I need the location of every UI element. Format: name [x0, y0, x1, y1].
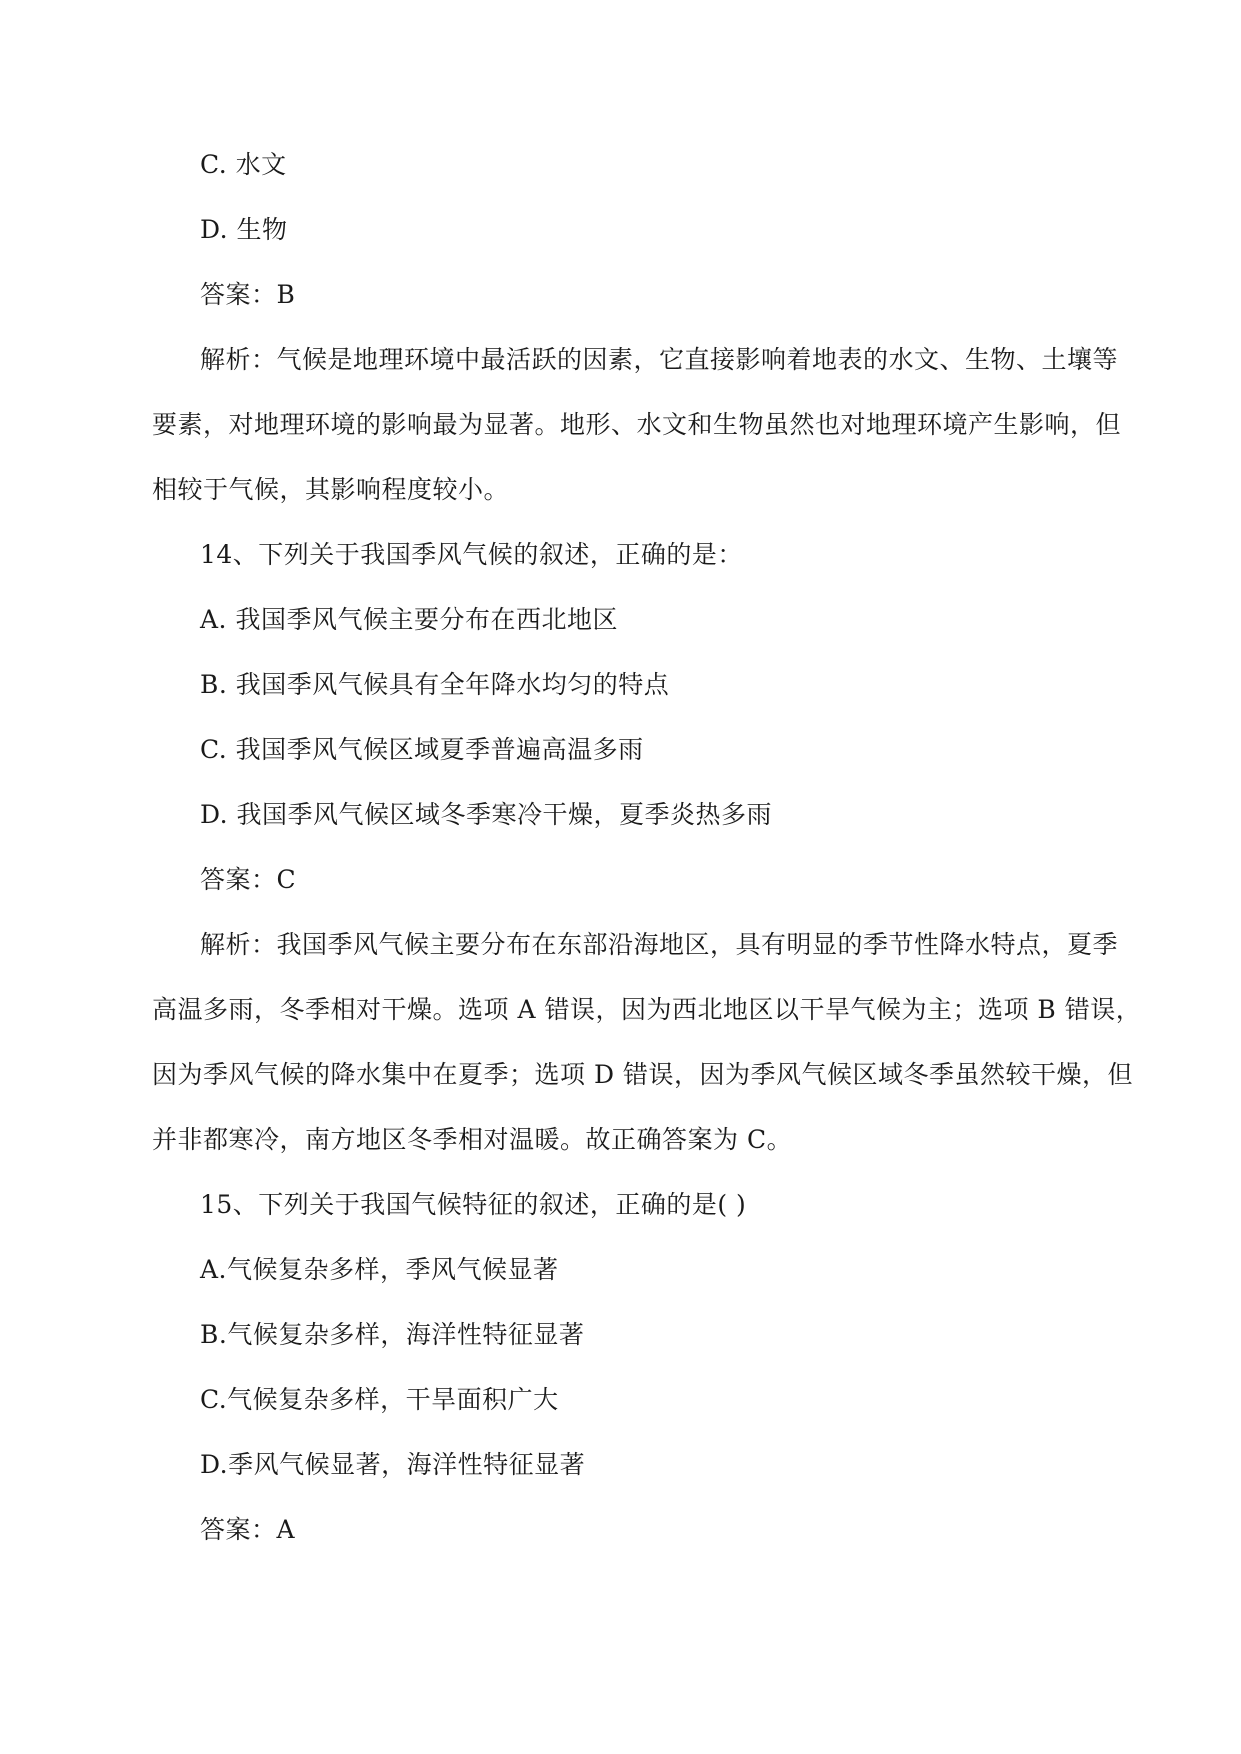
q15-option-b: B.气候复杂多样，海洋性特征显著: [200, 1320, 585, 1349]
q14-option-d: D. 我国季风气候区域冬季寒冷干燥，夏季炎热多雨: [200, 800, 773, 829]
q13-analysis-line: 相较于气候，其影响程度较小。: [152, 475, 510, 504]
q14-analysis-line: 解析：我国季风气候主要分布在东部沿海地区，具有明显的季节性降水特点，夏季: [200, 930, 1119, 959]
q15-answer: 答案：A: [200, 1515, 296, 1544]
q14-answer: 答案：C: [200, 865, 297, 894]
q14-option-c: C. 我国季风气候区域夏季普遍高温多雨: [200, 735, 644, 764]
q14-analysis-line: 因为季风气候的降水集中在夏季；选项 D 错误，因为季风气候区域冬季虽然较干燥，但: [152, 1060, 1133, 1089]
q13-option-c: C. 水文: [200, 150, 287, 179]
q15-stem: 15、下列关于我国气候特征的叙述，正确的是( ): [200, 1190, 747, 1219]
q14-analysis-line: 并非都寒冷，南方地区冬季相对温暖。故正确答案为 C。: [152, 1125, 793, 1154]
q14-analysis-line: 高温多雨，冬季相对干燥。选项 A 错误，因为西北地区以干旱气候为主；选项 B 错误，: [152, 995, 1142, 1024]
q13-option-d: D. 生物: [200, 215, 288, 244]
q14-option-a: A. 我国季风气候主要分布在西北地区: [200, 605, 618, 634]
q15-option-c: C.气候复杂多样，干旱面积广大: [200, 1385, 559, 1414]
q15-option-a: A.气候复杂多样，季风气候显著: [200, 1255, 559, 1284]
q14-stem: 14、下列关于我国季风气候的叙述，正确的是：: [200, 540, 743, 569]
q13-analysis-line: 解析：气候是地理环境中最活跃的因素，它直接影响着地表的水文、生物、土壤等: [200, 345, 1119, 374]
q15-option-d: D.季风气候显著，海洋性特征显著: [200, 1450, 586, 1479]
q13-answer: 答案：B: [200, 280, 296, 309]
q14-option-b: B. 我国季风气候具有全年降水均匀的特点: [200, 670, 670, 699]
q13-analysis-line: 要素，对地理环境的影响最为显著。地形、水文和生物虽然也对地理环境产生影响，但: [152, 410, 1122, 439]
